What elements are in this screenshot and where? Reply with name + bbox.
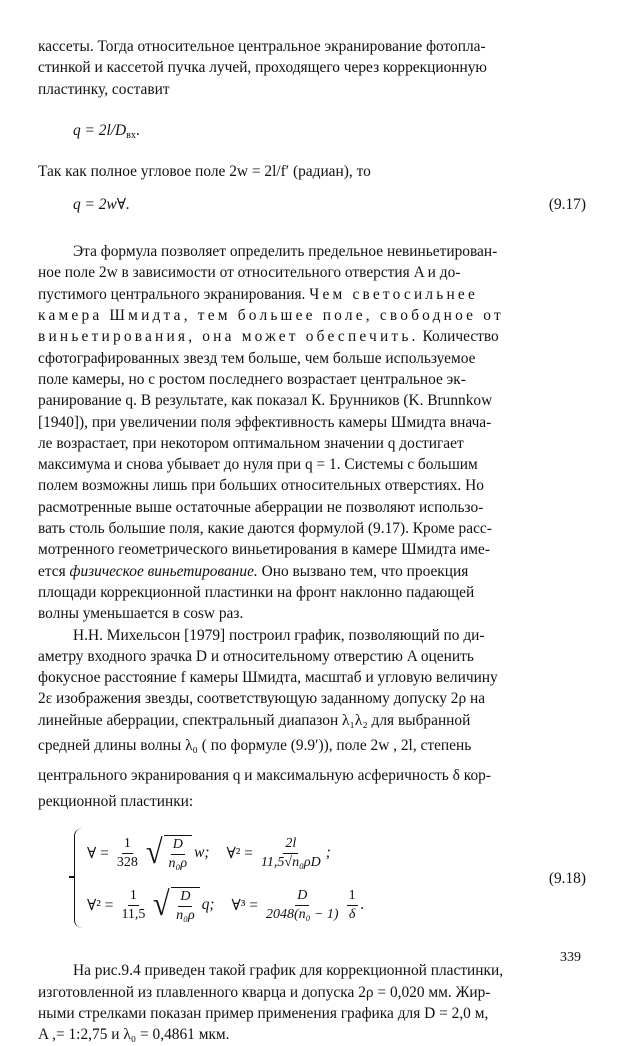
fraction-numerator: 1 bbox=[347, 888, 358, 906]
equation-text: q = 2w∀. bbox=[73, 196, 130, 214]
left-brace-tip bbox=[69, 876, 75, 878]
fraction-denominator: 328 bbox=[116, 854, 138, 870]
text-line: A ,= 1:2,75 и λ₀ = 0,4861 мкм. bbox=[38, 1026, 230, 1044]
text-line: вать столь большие поля, какие даются формулой (9.17). Кроме расс- bbox=[38, 520, 492, 538]
text-line: пластинку, составит bbox=[38, 80, 170, 98]
text-line: максимума и снова убывает до нуля при q = 1. Системы с большим bbox=[38, 456, 478, 474]
fraction bbox=[167, 837, 190, 872]
equation-tail: q; bbox=[201, 896, 215, 914]
text-line: Н.Н. Михельсон [1979] построил график, позволяющий по ди- bbox=[73, 626, 485, 644]
fraction bbox=[174, 889, 197, 924]
paragraph-2 bbox=[38, 161, 586, 182]
text-line: поле камеры, но с ростом последнего возрастает центральное эк- bbox=[38, 370, 466, 388]
text-spaced: виньетирования, она может обеспечить. bbox=[38, 328, 419, 346]
fraction-numerator: D bbox=[295, 888, 309, 906]
fraction-denominator: δ bbox=[348, 906, 356, 922]
fraction-numerator: 1 bbox=[122, 836, 133, 854]
fraction-denominator: n₀ρ bbox=[168, 855, 188, 871]
equation-end: . bbox=[360, 896, 365, 914]
text-line: ранирование q. В результате, как показал К. Брунников (K. Brunnkow bbox=[38, 392, 493, 410]
text-line: ное поле 2w в зависимости от относительного отверстия A и до- bbox=[38, 264, 461, 282]
equation-subscript: вх bbox=[126, 129, 136, 141]
equation-number: (9.18) bbox=[548, 870, 586, 888]
fraction-numerator: D bbox=[178, 889, 192, 907]
fraction bbox=[264, 888, 341, 923]
fraction-numerator: D bbox=[171, 837, 185, 855]
equation-9-17 bbox=[38, 194, 586, 215]
text-line: рекционной пластинки: bbox=[38, 793, 194, 811]
text-spaced: камера Шмидта, тем большее поле, свободное от bbox=[38, 307, 504, 325]
text-line: волны уменьшается в cosw раз. bbox=[38, 605, 244, 623]
text-line: Количество bbox=[422, 328, 499, 346]
radical-sign-icon: √ bbox=[145, 834, 163, 872]
equation-tail: w; bbox=[194, 844, 210, 862]
fraction-denominator: n₀ρ bbox=[176, 907, 195, 923]
equation-end: . bbox=[135, 121, 140, 139]
page-body bbox=[38, 36, 586, 1046]
fraction bbox=[119, 888, 147, 923]
text-line: центрального экранирования q и максимальную асферичность δ кор- bbox=[38, 767, 491, 785]
fraction-numerator: 2l bbox=[283, 836, 298, 854]
text-line: полем возможны лишь при больших относительных отверстиях. Но bbox=[38, 477, 484, 495]
equation-lhs: ∀² = bbox=[226, 844, 253, 862]
fraction bbox=[259, 836, 323, 871]
text-line: мотренного геометрического виньетирования в камере Шмидта име- bbox=[38, 541, 490, 559]
text-line: расмотренные выше остаточные аберрации не позволяют использо- bbox=[38, 498, 484, 516]
text-line: 2ε изображения звезды, соответствующую заданному допуску 2ρ на bbox=[38, 690, 486, 708]
fraction-denominator: 2048(n₀ − 1) bbox=[265, 906, 339, 922]
fraction-denominator: 11,5 bbox=[121, 906, 146, 922]
fraction-denominator: 11,5√n₀ρD bbox=[260, 854, 321, 870]
text-line: изготовленной из плавленного кварца и допуска 2ρ = 0,020 мм. Жир- bbox=[38, 983, 491, 1001]
page-number: 339 bbox=[560, 950, 581, 965]
text-line: фокусное расстояние f камеры Шмидта, масштаб и угловую величину bbox=[38, 669, 498, 687]
paragraph-5 bbox=[38, 960, 586, 1045]
text-line: На рис.9.4 приведен такой график для коррекционной пластинки, bbox=[73, 962, 504, 980]
text-line: Так как полное угловое поле 2w = 2l/f′ (радиан), то bbox=[38, 162, 371, 180]
text-line: средней длины волны λ₀ ( по формуле (9.9′)), поле 2w , 2l, степень bbox=[38, 737, 472, 755]
square-root bbox=[152, 887, 199, 924]
equation-end: ; bbox=[325, 844, 331, 862]
equation-system-9-18 bbox=[38, 826, 586, 938]
text-spaced: Чем светосильнее bbox=[309, 285, 478, 303]
fraction-numerator: 1 bbox=[128, 888, 139, 906]
equation-lhs: ∀³ = bbox=[231, 896, 258, 914]
text-line: кассеты. Тогда относительное центральное экранирование фотопла- bbox=[38, 38, 486, 55]
equation-text: q = 2l/D bbox=[73, 121, 127, 139]
text-line: ле возрастает, при некотором оптимальном значении q достигает bbox=[38, 434, 464, 452]
equation-row-1 bbox=[84, 828, 331, 878]
text-italic: физическое виньетирование. bbox=[69, 562, 258, 580]
text-line: пустимого центрального экранирования. bbox=[38, 285, 306, 303]
text-line: площади коррекционной пластинки на фронт наклонно падающей bbox=[38, 583, 475, 601]
paragraph-4 bbox=[38, 625, 586, 813]
text-line: Эта формула позволяет определить предельное невиньетирован- bbox=[73, 243, 498, 261]
square-root bbox=[145, 835, 192, 872]
radical-sign-icon: √ bbox=[153, 886, 171, 924]
text-line: линейные аберрации, спектральный диапазон λ₁λ₂ для выбранной bbox=[38, 711, 471, 729]
text-line: Оно вызвано тем, что проекция bbox=[261, 562, 469, 580]
text-line: аметру входного зрачка D и относительному отверстию A оценить bbox=[38, 647, 474, 665]
equation-q-dvh bbox=[38, 120, 586, 141]
fraction bbox=[115, 836, 140, 871]
paragraph-1 bbox=[38, 36, 586, 100]
equation-number: (9.17) bbox=[548, 196, 586, 214]
text-line: ется bbox=[38, 562, 66, 580]
paragraph-3 bbox=[38, 241, 586, 624]
equation-row-2 bbox=[84, 880, 364, 930]
text-line: сфотографированных звезд тем больше, чем больше используемое bbox=[38, 349, 476, 367]
fraction bbox=[347, 888, 358, 923]
text-line: [1940]), при увеличении поля эффективность камеры Шмидта внача- bbox=[38, 413, 492, 431]
equation-lhs: ∀² = bbox=[87, 896, 114, 914]
text-line: стинкой и кассетой пучка лучей, проходящего через коррекционную bbox=[38, 59, 487, 77]
text-line: ными стрелками показан пример применения графика для D = 2,0 м, bbox=[38, 1004, 489, 1022]
equation-lhs: ∀ = bbox=[87, 844, 109, 862]
